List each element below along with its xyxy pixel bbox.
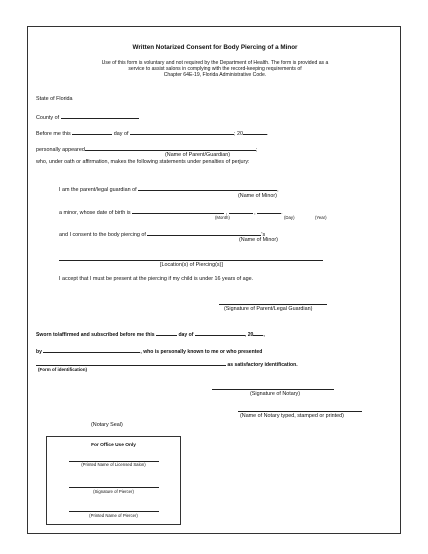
minor-name-field-2[interactable] [147,230,261,236]
sworn-label: Sworn to/affirmed and subscribed before me this [36,332,155,338]
intro-line-1: Use of this form is voluntary and not required by the Department of Health. The form is provided as a [101,60,329,66]
notary-name-caption: (Name of Notary typed, stamped or printed) [240,413,344,419]
day-of-label: day of [113,131,129,137]
personally-appeared-label: personally appeared [36,147,85,153]
intro-paragraph [28,60,402,79]
notary-name-field[interactable] [238,411,362,412]
name-of-parent-caption: (Name of Parent/Guardian) [165,152,231,158]
form-page [27,26,401,534]
intro-line-2: service to assist salons in complying with the record-keeping requirements of [128,66,302,73]
minor-name-field-1[interactable] [138,185,277,191]
office-use-box [46,436,181,525]
before-me-label: Before me this [36,131,71,137]
consent-line [59,230,265,238]
month-field[interactable] [130,129,234,135]
by-label: by [36,349,42,355]
month-caption: (Month) [215,215,230,220]
dob-line: a minor, whose date of birth is , , . [59,210,283,216]
parent-name-field[interactable] [85,145,256,151]
presence-statement: I accept that I must be present at the piercing if my child is under 16 years of age. [59,276,254,282]
county-field[interactable] [61,113,139,119]
year-field[interactable] [243,129,267,135]
possessive: 's [261,232,266,238]
dob-month-field[interactable] [132,208,224,214]
name-of-minor-caption-2: (Name of Minor) [239,237,278,243]
piercing-location-field[interactable] [59,260,323,261]
parent-signature-field[interactable] [219,304,327,305]
piercer-signature-field[interactable] [69,487,159,488]
person-name-field[interactable] [43,347,140,353]
by-line [36,347,262,355]
oath-text: who, under oath or affirmation, makes the following statements under penalties of perjury: [36,159,250,165]
sworn-day-field[interactable] [156,330,177,336]
identification-field[interactable] [36,360,226,366]
locations-caption: [Location(s) of Piercing(s)] [160,262,223,268]
form-of-id-caption: (Form of identification) [38,367,87,372]
satisfactory-text: as satisfactory identification. [227,362,298,368]
name-of-minor-caption-1: (Name of Minor) [238,193,277,199]
sworn-month-field[interactable] [195,330,245,336]
parent-statement-label: I am the parent/legal guardian of [59,187,137,193]
dob-day-field[interactable] [229,208,253,214]
state-label: State of Florida [36,96,73,102]
semicolon: ; [255,147,258,153]
day-caption: (Day) [284,215,295,220]
notary-seal-label: (Notary Seal) [91,422,123,428]
known-text: , who is personally known to me or who presented [140,349,263,355]
sworn-line [36,330,265,338]
comma: , [277,187,279,193]
parent-statement-line [59,185,279,193]
period: . [266,131,269,137]
sworn-day-of: day of [178,332,194,338]
notary-signature-caption: (Signature of Notary) [250,391,301,397]
county-label: County of [36,115,60,121]
piercer-name-caption: (Printed Name of Piercer) [89,513,138,518]
salon-name-caption: (Printed Name of Licensed Salon) [81,462,146,467]
county-line [36,113,139,121]
sworn-year-prefix: , 20 [244,332,254,338]
year-prefix: ; 20 [233,131,243,137]
parent-signature-caption: (Signature of Parent/Legal Guardian) [224,306,313,312]
sworn-year-field[interactable] [253,330,263,336]
intro-line-3: Chapter 64E-19, Florida Administrative Code. [163,72,267,79]
dob-label: a minor, whose date of birth is [59,210,131,216]
notary-signature-field[interactable] [212,389,334,390]
consent-label: and I consent to the body piercing of [59,232,146,238]
piercer-name-field[interactable] [69,511,159,512]
piercer-signature-caption: (Signature of Piercer) [93,489,134,494]
before-me-line [36,129,268,137]
day-field[interactable] [72,129,112,135]
office-use-heading: For Office Use Only [91,443,136,448]
sworn-comma: , [263,332,265,338]
year-caption: (Year) [315,215,327,220]
dob-year-field[interactable] [257,208,281,214]
form-title: Written Notarized Consent for Body Piercing of a Minor [132,44,298,51]
